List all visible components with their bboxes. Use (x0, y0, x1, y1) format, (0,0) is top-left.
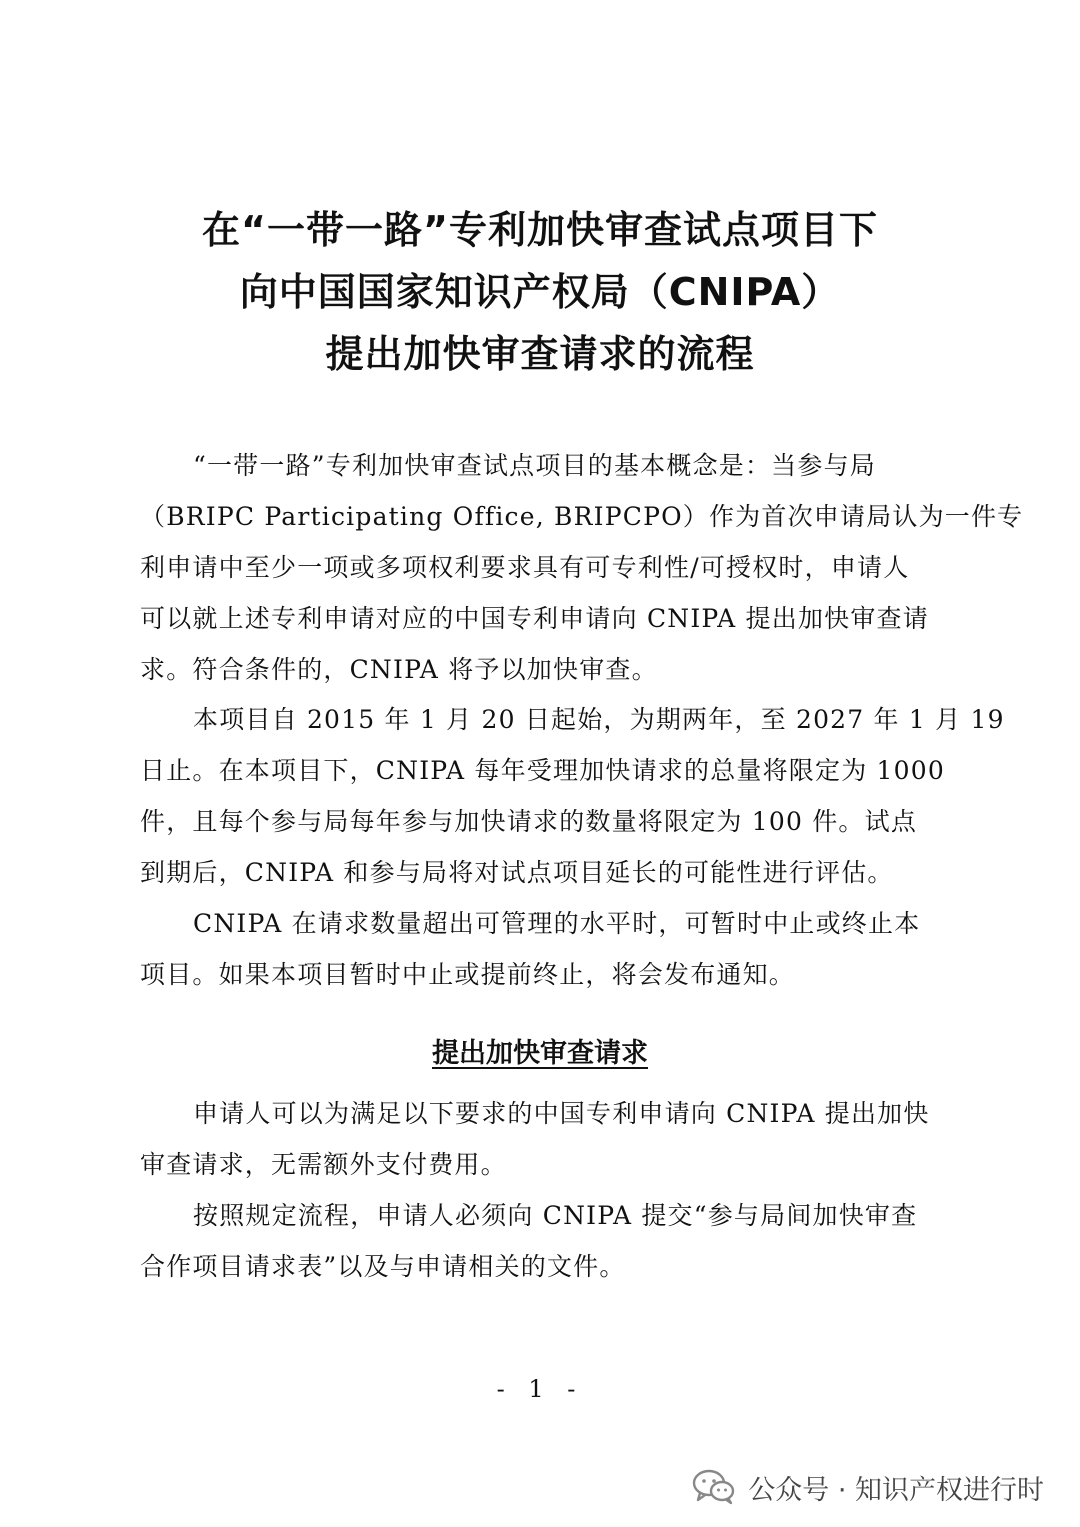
paragraph-2-line: 到期后，CNIPA 和参与局将对试点项目延长的可能性进行评估。 (140, 858, 894, 887)
watermark (692, 1467, 1044, 1507)
paragraph-1-line: （BRIPC Participating Office, BRIPCPO）作为首次申请局认为一件专 (140, 502, 1024, 531)
paragraph-1-line: 可以就上述专利申请对应的中国专利申请向 CNIPA 提出加快审查请 (140, 604, 929, 633)
paragraph-3-line: 项目。如果本项目暂时中止或提前终止，将会发布通知。 (140, 960, 796, 989)
paragraph-1-line: “一带一路”专利加快审查试点项目的基本概念是：当参与局 (193, 451, 876, 480)
wechat-icon (692, 1469, 736, 1505)
title-line-2: 向中国国家知识产权局（CNIPA） (239, 270, 841, 314)
title-line-3: 提出加快审查请求的流程 (325, 332, 755, 376)
paragraph-4-line: 审查请求，无需额外支付费用。 (140, 1150, 507, 1179)
paragraph-5-line: 按照规定流程，申请人必须向 CNIPA 提交“参与局间加快审查 (193, 1201, 918, 1230)
section-heading (0, 1036, 1080, 1072)
page-number: - 1 - (496, 1375, 584, 1403)
paragraph-5-line: 合作项目请求表”以及与申请相关的文件。 (140, 1252, 626, 1281)
paragraph-4-line: 申请人可以为满足以下要求的中国专利申请向 CNIPA 提出加快 (193, 1099, 930, 1128)
title-line-1: 在“一带一路”专利加快审查试点项目下 (202, 208, 878, 252)
paragraph-1-line: 求。符合条件的，CNIPA 将予以加快审查。 (140, 655, 658, 684)
paragraph-2-line: 日止。在本项目下，CNIPA 每年受理加快请求的总量将限定为 1000 (140, 756, 945, 785)
paragraph-1-line: 利申请中至少一项或多项权利要求具有可专利性/可授权时，申请人 (140, 553, 910, 582)
paragraph-3-line: CNIPA 在请求数量超出可管理的水平时，可暂时中止或终止本 (193, 909, 921, 938)
watermark-text: 公众号 · 知识产权进行时 (748, 1474, 1044, 1506)
section-heading-text: 提出加快审查请求 (432, 1038, 648, 1069)
paragraph-2-line: 件，且每个参与局每年参与加快请求的数量将限定为 100 件。试点 (140, 807, 918, 836)
paragraph-2-line: 本项目自 2015 年 1 月 20 日起始，为期两年，至 2027 年 1 月 19 (193, 705, 1005, 734)
